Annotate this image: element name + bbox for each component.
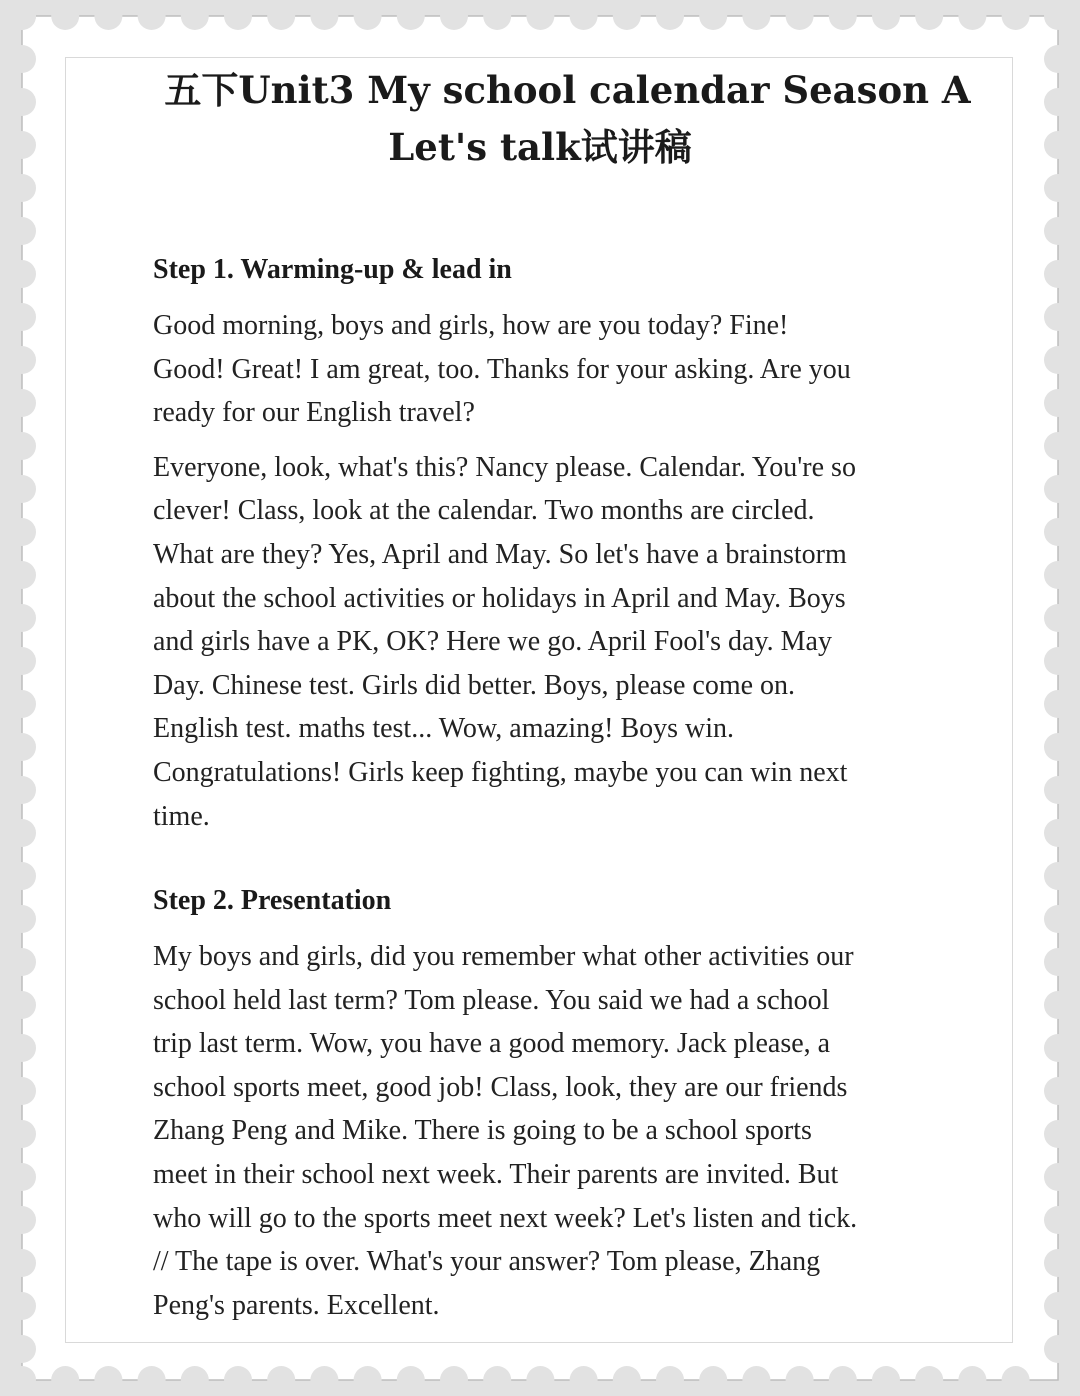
step-1-paragraph-1: Good morning, boys and girls, how are you today? Fine! Good! Great! I am great, too. Thanks for your asking. Are you ready for our English travel?	[153, 310, 851, 429]
step-1-heading: Step 1. Warming-up & lead in	[153, 254, 512, 285]
step-2-paragraph-1: My boys and girls, did you remember what other activities our school held last term? Tom please. You said we had a school trip last term. Wow, you have a good memory. Jack please, a school sports meet, good job! Class, look, they are our friends Zhang Peng and Mike. There is going to be a school sports meet in their school next week. Their parents are invited. But who will go to the sports meet next week? Let's listen and tick. // The tape is over. What's your answer? Tom please, Zhang Peng's parents. Excellent.	[153, 941, 858, 1321]
step-2-section	[153, 885, 933, 1338]
document-title	[0, 62, 1080, 176]
step-1-paragraph-2: Everyone, look, what's this? Nancy please. Calendar. You're so clever! Class, look at the calendar. Two months are circled. What are they? Yes, April and May. So let's have a brainstorm about the school activities or holidays in April and May. Boys and girls have a PK, OK? Here we go. April Fool's day. May Day. Chinese test. Girls did better. Boys, please come on. English test. maths test... Wow, amazing! Boys win. Congratulations! Girls keep fighting, maybe you can win next time.	[153, 451, 856, 832]
step-2-heading: Step 2. Presentation	[153, 885, 392, 916]
title-line-2: Let's talk试讲稿	[388, 125, 692, 169]
step-1-section	[153, 254, 933, 849]
title-line-1: 五下Unit3 My school calendar Season A	[164, 68, 971, 112]
